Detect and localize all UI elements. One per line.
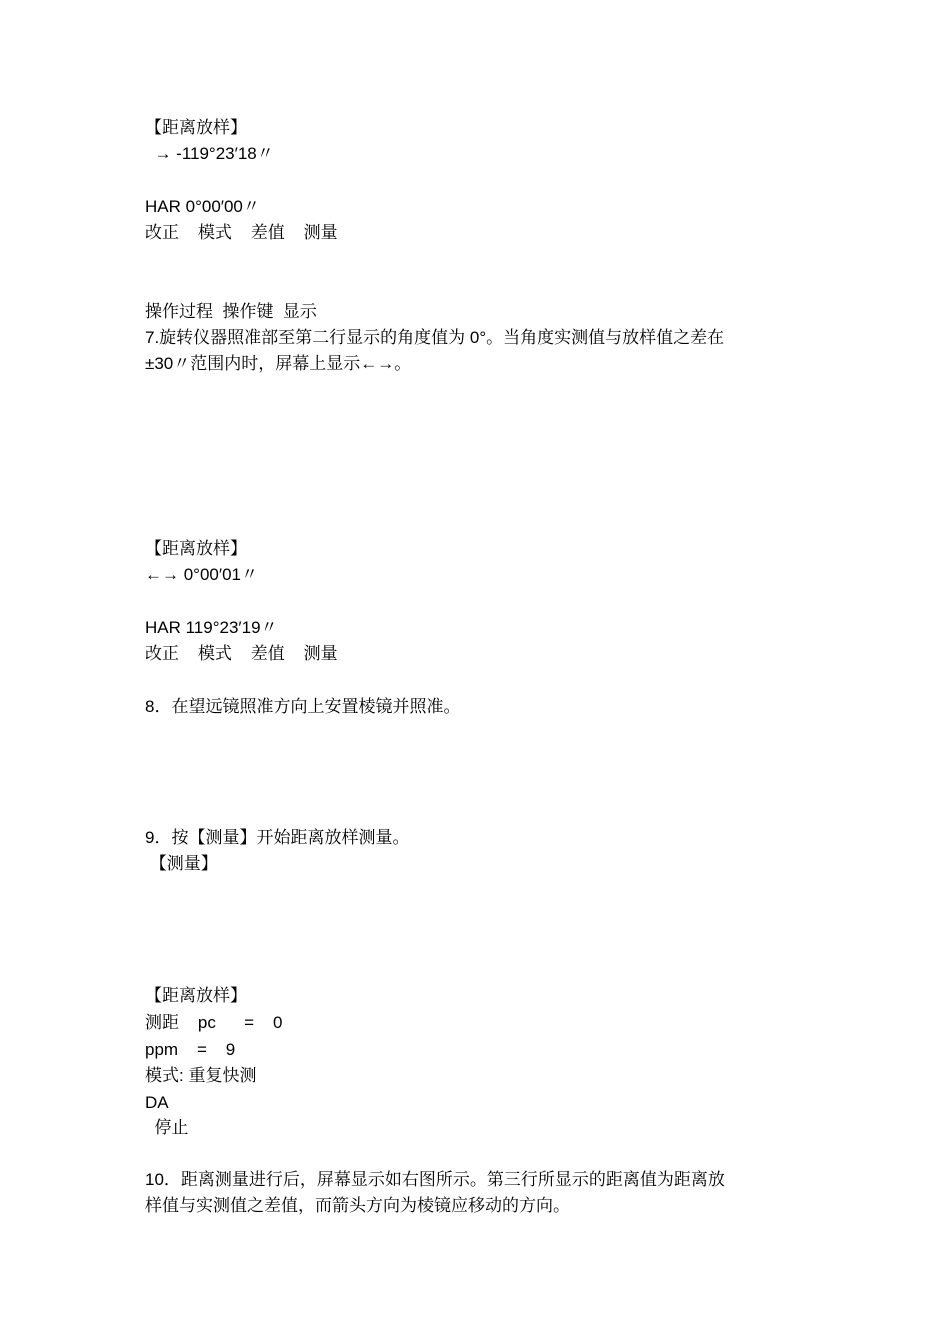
step-7-text-cont: ±30〃范围内时，屏幕上显示←→。 <box>145 354 412 373</box>
da-readout: DA <box>145 1093 169 1112</box>
ppm-readout: ppm = 9 <box>145 1040 236 1059</box>
screen-title: 【距离放样】 <box>145 118 247 137</box>
softkey-row: 改正 模式 差值 测量 <box>145 223 338 242</box>
mode-readout: 模式: 重复快测 <box>145 1066 257 1085</box>
step-8-text: 8．在望远镜照准方向上安置棱镜并照准。 <box>145 697 461 716</box>
step-10-text-cont: 样值与实测值之差值，而箭头方向为棱镜应移动的方向。 <box>145 1196 570 1215</box>
har-readout: HAR 119°23′19〃 <box>145 618 278 637</box>
procedure-header: 操作过程 操作键 显示 <box>145 302 317 321</box>
angle-readout: ←→ 0°00′01〃 <box>145 565 258 584</box>
angle-readout: → -119°23′18〃 <box>145 144 274 163</box>
stop-softkey: 停止 <box>145 1118 189 1137</box>
screen-title: 【距离放样】 <box>145 986 247 1005</box>
har-readout: HAR 0°00′00〃 <box>145 197 260 216</box>
screen-title: 【距离放样】 <box>145 539 247 558</box>
softkey-row: 改正 模式 差值 测量 <box>145 644 338 663</box>
measure-key-label: 【测量】 <box>145 854 218 873</box>
step-9-text: 9．按【测量】开始距离放样测量。 <box>145 828 410 847</box>
step-10-text: 10．距离测量进行后，屏幕显示如右图所示。第三行所显示的距离值为距离放 <box>145 1170 725 1189</box>
step-7-text: 7.旋转仪器照准部至第二行显示的角度值为 0°。当角度实测值与放样值之差在 <box>145 328 725 347</box>
pc-readout: 测距 pc = 0 <box>145 1013 283 1032</box>
